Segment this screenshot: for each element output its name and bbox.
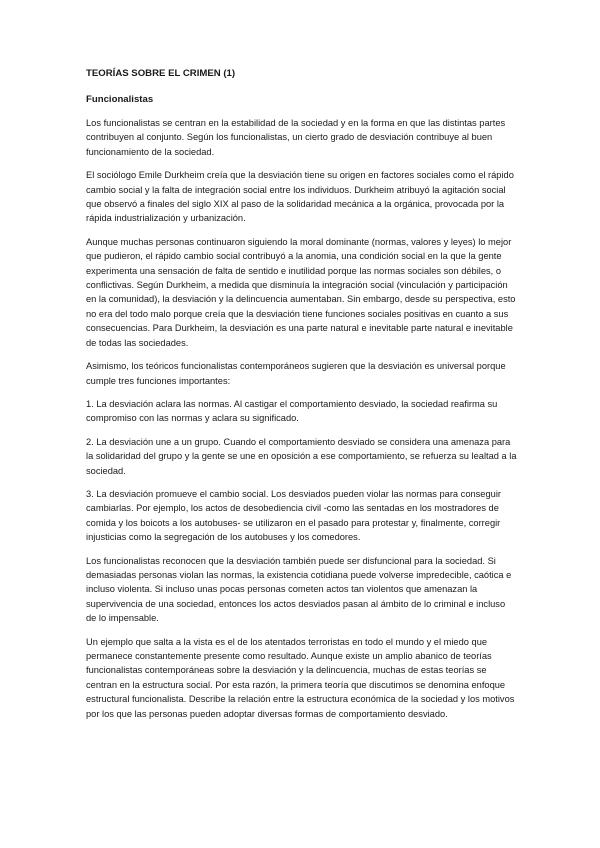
paragraph-contemporary: Asimismo, los teóricos funcionalistas contemporáneos sugieren que la desviación es universal porque cumple tres funciones importantes: bbox=[86, 361, 506, 386]
document-page bbox=[86, 68, 518, 730]
paragraph-durkheim: El sociólogo Emile Durkheim creía que la desviación tiene su origen en factores sociales como el rápido cambio social y la falta de integración social entre los individuos. Durkheim atribuyó la agitación social que observó a finales del siglo XIX al paso de la solidaridad mecánica a la orgánica, provocada por la rápida industrialización y urbanización. bbox=[86, 170, 514, 224]
document-title: TEORÍAS SOBRE EL CRIMEN (1) bbox=[86, 68, 236, 79]
paragraph-example: Un ejemplo que salta a la vista es el de los atentados terroristas en todo el mundo y el miedo que permanece constantemente presente como resultado. Aunque existe un amplio abanico de teorías funcionalistas contemporáneas sobre la desviación y la delincuencia, muchas de estas teorías se centran en la estructura social. Por esta razón, la primera teoría que discutimos se denomina enfoque estructural funcionalista. Describe la relación entre la estructura económica de la sociedad y los motivos por los que las personas pueden adoptar diversas formas de comportamiento desviado. bbox=[86, 636, 515, 719]
paragraph-dysfunction: Los funcionalistas reconocen que la desviación también puede ser disfuncional para la sociedad. Si demasiadas personas violan las normas, la existencia cotidiana puede volverse impredecible, caótica e incluso violenta. Si incluso unas pocas personas cometen actos tan violentos que amenazan la supervivencia de una sociedad, entonces los actos desviados pasan al ámbito de lo criminal e incluso de lo impensable. bbox=[86, 555, 512, 624]
paragraph-function-3: 3. La desviación promueve el cambio social. Los desviados pueden violar las normas para conseguir cambiarlas. Por ejemplo, los actos de desobediencia civil -como las sentadas en los mostradores de comida y los boicots a los autobuses- se utilizaron en el pasado para protestar y, finalmente, corregir injusticias como la segregación de los autobuses y los comedores. bbox=[86, 488, 501, 543]
paragraph-anomia: Aunque muchas personas continuaron siguiendo la moral dominante (normas, valores y leyes) lo mejor que pudieron, el rápido cambio social contribuyó a la anomia, una condición social en la que la gente experimenta una sensación de falta de sentido e inutilidad porque las normas sociales son débiles, o conflictivas. Según Durkheim, a medida que disminuía la integración social (vinculación y participación en la comunidad), la desviación y la delincuencia aumentaban. Sin embargo, desde su perspectiva, esto no era del todo malo porque creía que la desviación tiene funciones sociales positivas en cuanto a sus consecuencias. Para Durkheim, la desviación es una parte natural e inevitable parte natural e inevitable de todas las sociedades. bbox=[86, 236, 516, 348]
section-heading: Funcionalistas bbox=[86, 94, 154, 105]
paragraph-intro: Los funcionalistas se centran en la estabilidad de la sociedad y en la forma en que las distintas partes contribuyen al conjunto. Según los funcionalistas, un cierto grado de desviación contribuye al buen funcionamiento de la sociedad. bbox=[86, 118, 506, 157]
paragraph-function-1: 1. La desviación aclara las normas. Al castigar el comportamiento desviado, la sociedad reafirma su compromiso con las normas y aclara su significado. bbox=[86, 398, 498, 424]
paragraph-function-2: 2. La desviación une a un grupo. Cuando el comportamiento desviado se considera una amenaza para la solidaridad del grupo y la gente se une en oposición a ese comportamiento, se refuerza su lealtad a la sociedad. bbox=[86, 436, 517, 476]
